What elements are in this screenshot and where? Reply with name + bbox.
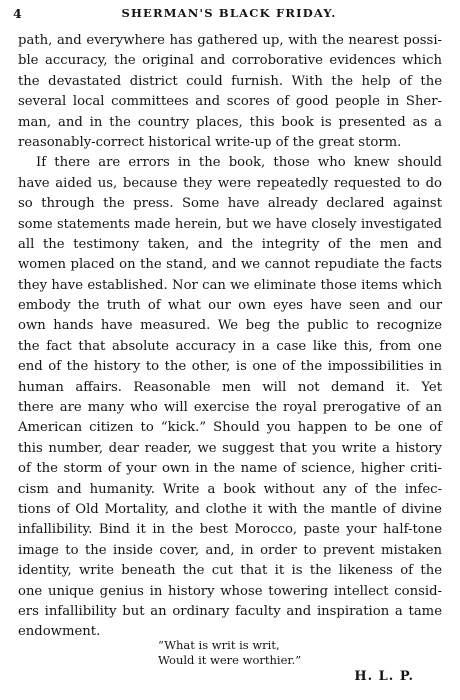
text-line: so through the press. Some have already declared against — [18, 196, 442, 212]
text-line: human affairs. Reasonable men will not demand it. Yet — [18, 379, 442, 395]
text-line: American citizen to “kick.” Should you happen to be one of — [18, 420, 442, 436]
text-line: path, and everywhere has gathered up, with the nearest possi- — [18, 33, 442, 48]
page-number: 4 — [13, 6, 23, 21]
body-text — [18, 31, 442, 643]
quote-line: “What is writ is writ, — [158, 638, 280, 652]
text-line: identity, write beneath the cut that it is the likeness of the — [18, 563, 442, 579]
quote-line: Would it were worthier.” — [158, 653, 302, 667]
text-line: ble accuracy, the original and corroborative evidences which — [18, 53, 442, 69]
running-head — [13, 6, 445, 24]
text-line: If there are errors in the book, those who knew should — [36, 155, 442, 171]
text-line: endowment. — [18, 624, 101, 640]
text-line: have aided us, because they were repeatedly requested to do — [18, 175, 442, 191]
text-line: own hands have measured. We beg the public to recognize — [18, 318, 442, 334]
text-line: end of the history to the other, is one of the impossibilities in — [18, 359, 442, 375]
text-line: embody the truth of what our own eyes have seen and our — [18, 298, 442, 314]
text-line: some statements made herein, but we have closely investigated — [18, 216, 442, 232]
text-line: man, and in the country places, this book is presented as a — [18, 114, 442, 130]
text-line: image to the inside cover, and, in order to prevent mistaken — [18, 542, 442, 558]
text-line: women placed on the stand, and we cannot repudiate the facts — [18, 257, 442, 273]
text-line: the devastated district could furnish. With the help of the — [18, 73, 442, 89]
text-line: one unique genius in history whose towering intellect consid- — [18, 583, 442, 599]
author-initials: H. L. P. — [354, 669, 414, 684]
text-line: ers infallibility but an ordinary faculty and inspiration a tame — [18, 603, 442, 619]
text-line: cism and humanity. Write a book without any of the infec- — [18, 481, 442, 497]
text-line: reasonably-correct historical write-up of the great storm. — [18, 134, 402, 150]
running-title: SHERMAN'S BLACK FRIDAY. — [121, 6, 337, 20]
text-line: of the storm of your own in the name of science, higher criti- — [18, 461, 442, 477]
text-line: there are many who will exercise the royal prerogative of an — [18, 400, 442, 416]
text-line: they have established. Nor can we eliminate those items which — [18, 277, 442, 293]
text-line: tions of Old Mortality, and clothe it with the mantle of divine — [18, 501, 442, 517]
text-line: infallibility. Bind it in the best Morocco, paste your half-tone — [18, 522, 442, 538]
text-line: the fact that absolute accuracy in a case like this, from one — [18, 338, 442, 354]
text-line: this number, dear reader, we suggest that you write a history — [18, 440, 442, 456]
text-line: several local committees and scores of good people in Sher- — [18, 94, 442, 110]
text-line: all the testimony taken, and the integrity of the men and — [18, 236, 442, 252]
closing-quote — [158, 638, 301, 668]
